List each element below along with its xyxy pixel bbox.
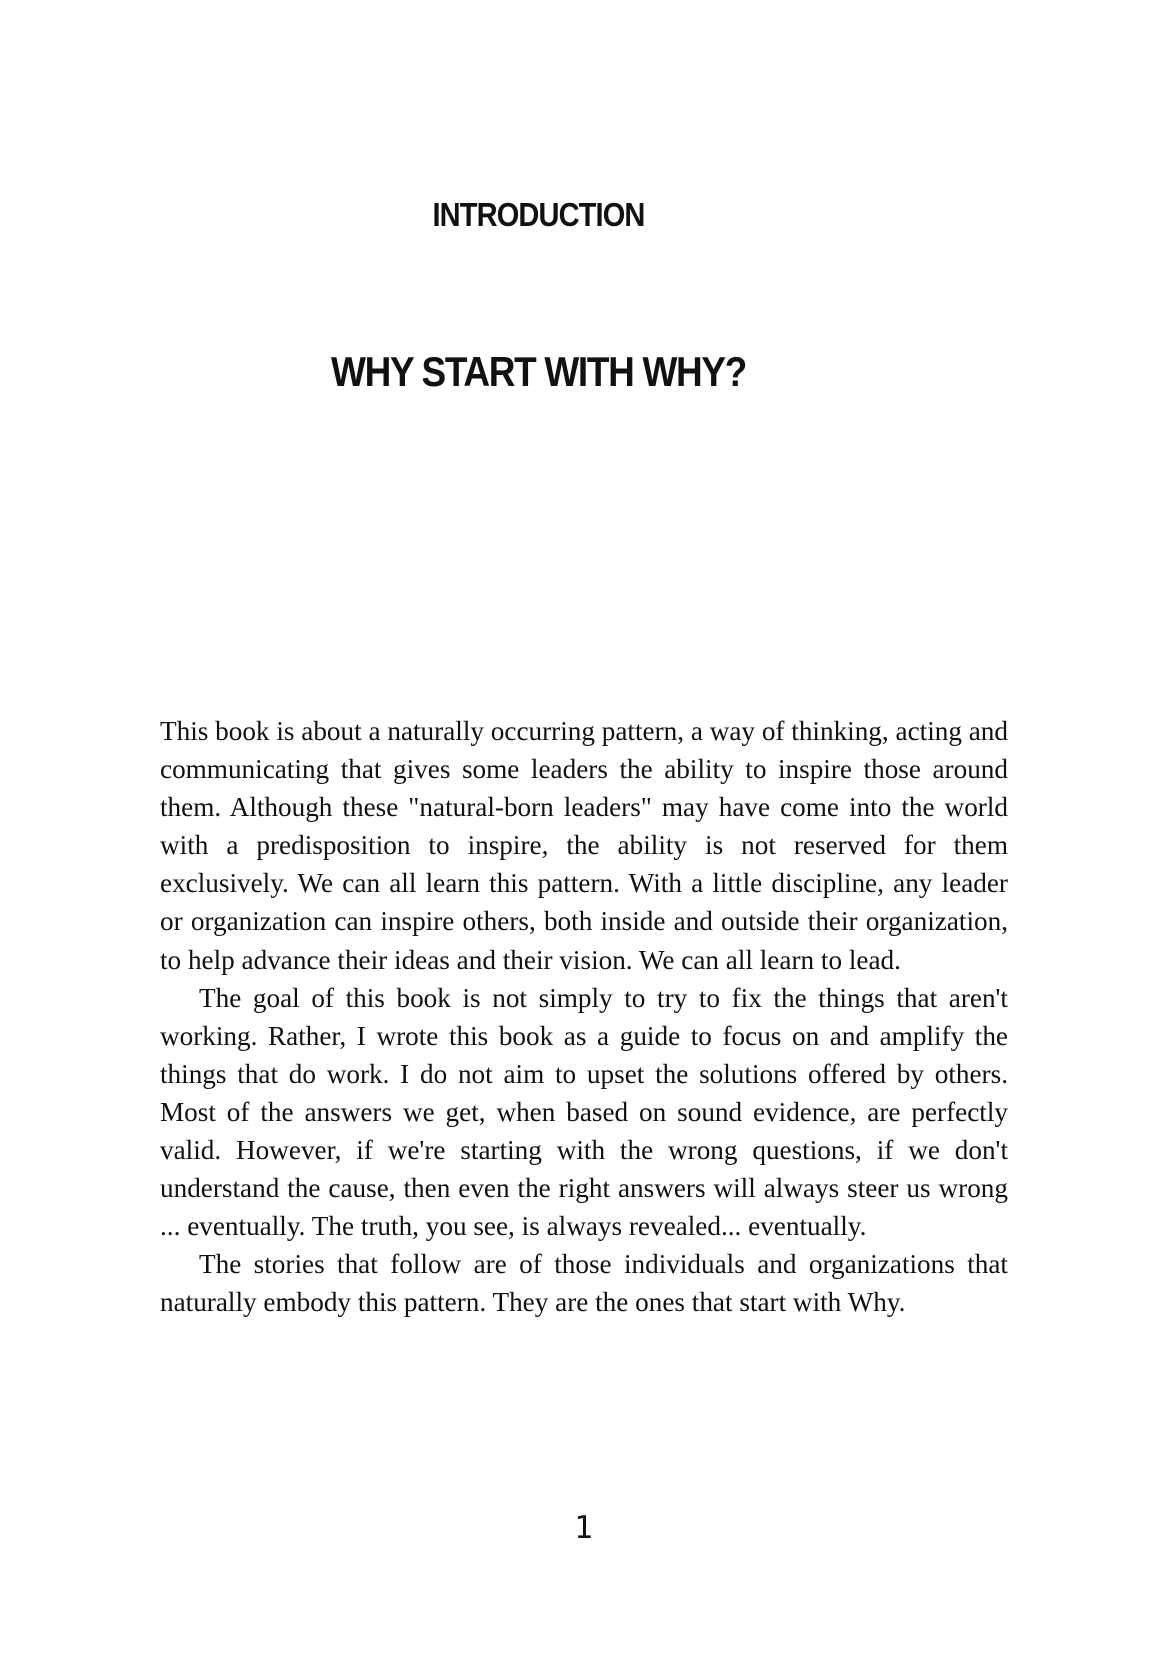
paragraph: The stories that follow are of those individuals and organizations that naturally embody this pattern. They are the ones that start with Why.: [160, 1249, 1008, 1318]
paragraph: This book is about a naturally occurring pattern, a way of thinking, acting and communicating that gives some leaders the ability to inspire those around them. Although these "natural-born leaders" may have come into the world with a predisposition to inspire, the ability is not reserved for them exclusively. We can all learn this pattern. With a little discipline, any leader or organization can inspire others, both inside and outside their organization, to help advance their ideas and their vision. We can all learn to lead.: [160, 716, 1008, 975]
page-number: 1: [574, 1510, 593, 1546]
chapter-title: WHY START WITH WHY?: [331, 348, 746, 395]
paragraph: The goal of this book is not simply to try to fix the things that aren't working. Rather, I wrote this book as a guide to focus on and amplify the things that do work. I do not aim to upset the solutions offered by others. Most of the answers we get, when based on sound evidence, are perfectly valid. However, if we're starting with the wrong questions, if we don't understand the cause, then even the right answers will always steer us wrong ... eventually. The truth, you see, is always revealed... eventually.: [160, 982, 1008, 1242]
chapter-label: INTRODUCTION: [432, 196, 645, 233]
body-text: [160, 712, 1008, 1322]
